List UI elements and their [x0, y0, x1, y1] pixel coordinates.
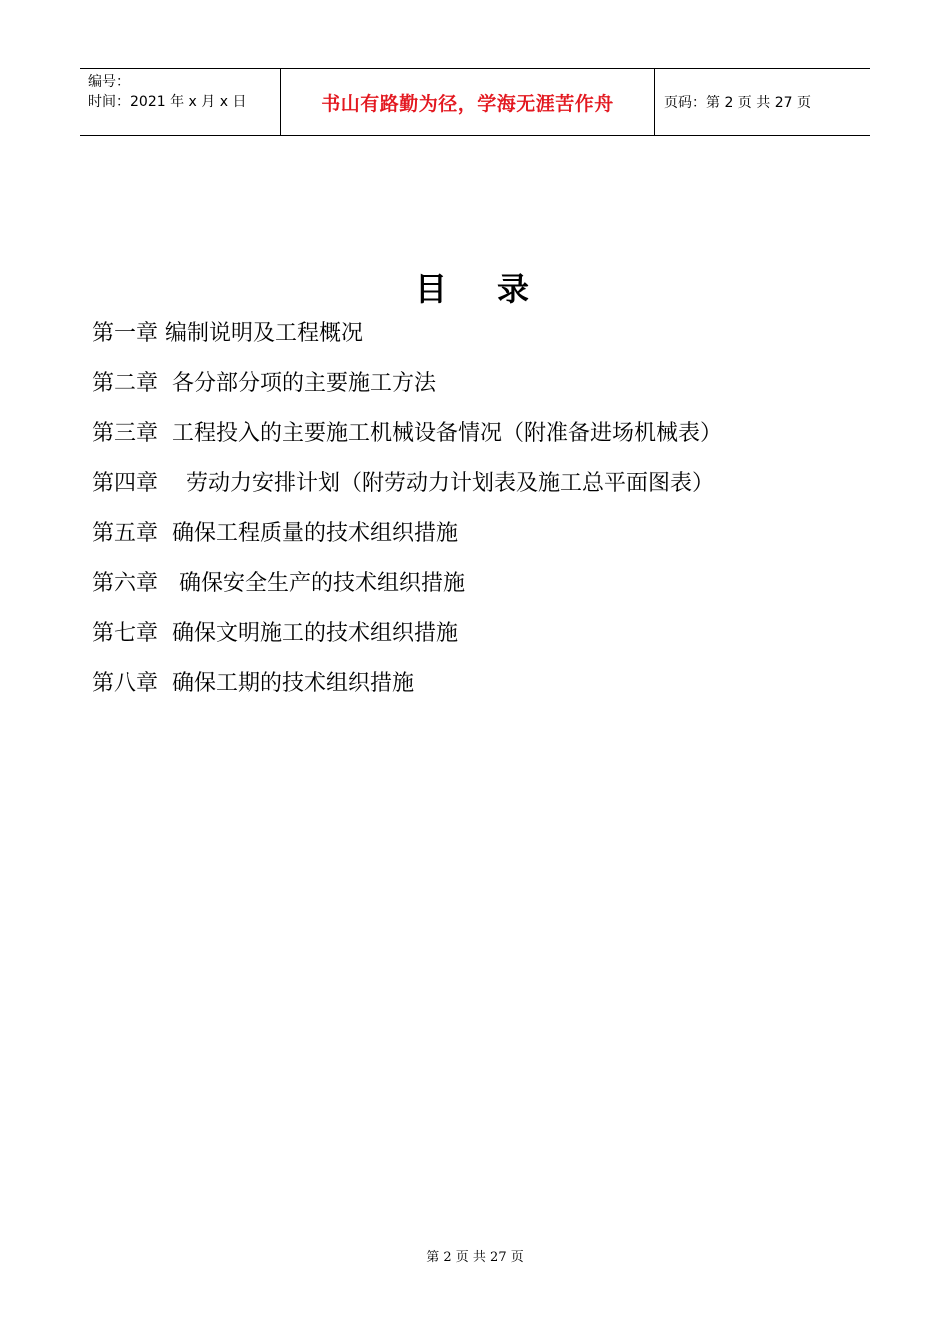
document-date-label: 时间：2021 年 x 月 x 日	[88, 94, 247, 110]
toc-chapter-title: 编制说明及工程概况	[158, 321, 364, 346]
toc-chapter-title: 确保文明施工的技术组织措施	[158, 621, 459, 646]
header-motto-cell	[281, 69, 655, 135]
toc-chapter-number: 第二章	[92, 371, 159, 396]
document-header	[80, 68, 870, 136]
toc-item-4[interactable]	[92, 465, 722, 515]
motto-text: 书山有路勤为径，学海无涯苦作舟	[321, 92, 614, 115]
header-meta-cell	[80, 69, 281, 135]
toc-chapter-number: 第七章	[92, 621, 159, 646]
toc-item-7[interactable]	[92, 615, 722, 665]
toc-item-5[interactable]	[92, 515, 722, 565]
toc-item-3[interactable]	[92, 415, 722, 465]
toc-title-right: 录	[497, 270, 536, 308]
toc-chapter-title: 劳动力安排计划（附劳动力计划表及施工总平面图表）	[158, 471, 714, 496]
header-page-number: 页码：第 2 页 共 27 页	[664, 95, 811, 111]
toc-item-1[interactable]	[92, 315, 722, 365]
toc-chapter-number: 第一章	[92, 321, 159, 346]
header-page-cell	[655, 69, 870, 135]
toc-chapter-title: 确保工程质量的技术组织措施	[158, 521, 459, 546]
toc-chapter-number: 第八章	[92, 671, 159, 696]
toc-title	[0, 264, 950, 310]
toc-chapter-number: 第五章	[92, 521, 159, 546]
toc-item-2[interactable]	[92, 365, 722, 415]
toc-chapter-number: 第三章	[92, 421, 159, 446]
footer-page-number: 第 2 页 共 27 页	[426, 1250, 524, 1265]
toc-item-6[interactable]	[92, 565, 722, 615]
toc-item-8[interactable]	[92, 665, 722, 715]
toc-chapter-title: 确保安全生产的技术组织措施	[158, 571, 465, 596]
toc-title-left: 目	[414, 270, 453, 308]
toc-chapter-number: 第六章	[92, 571, 159, 596]
document-number-label: 编号：	[88, 74, 130, 90]
toc-chapter-title: 工程投入的主要施工机械设备情况（附准备进场机械表）	[158, 421, 723, 446]
toc-chapter-number: 第四章	[92, 471, 159, 496]
toc-chapter-title: 确保工期的技术组织措施	[158, 671, 415, 696]
toc-list	[92, 315, 722, 715]
toc-chapter-title: 各分部分项的主要施工方法	[158, 371, 437, 396]
